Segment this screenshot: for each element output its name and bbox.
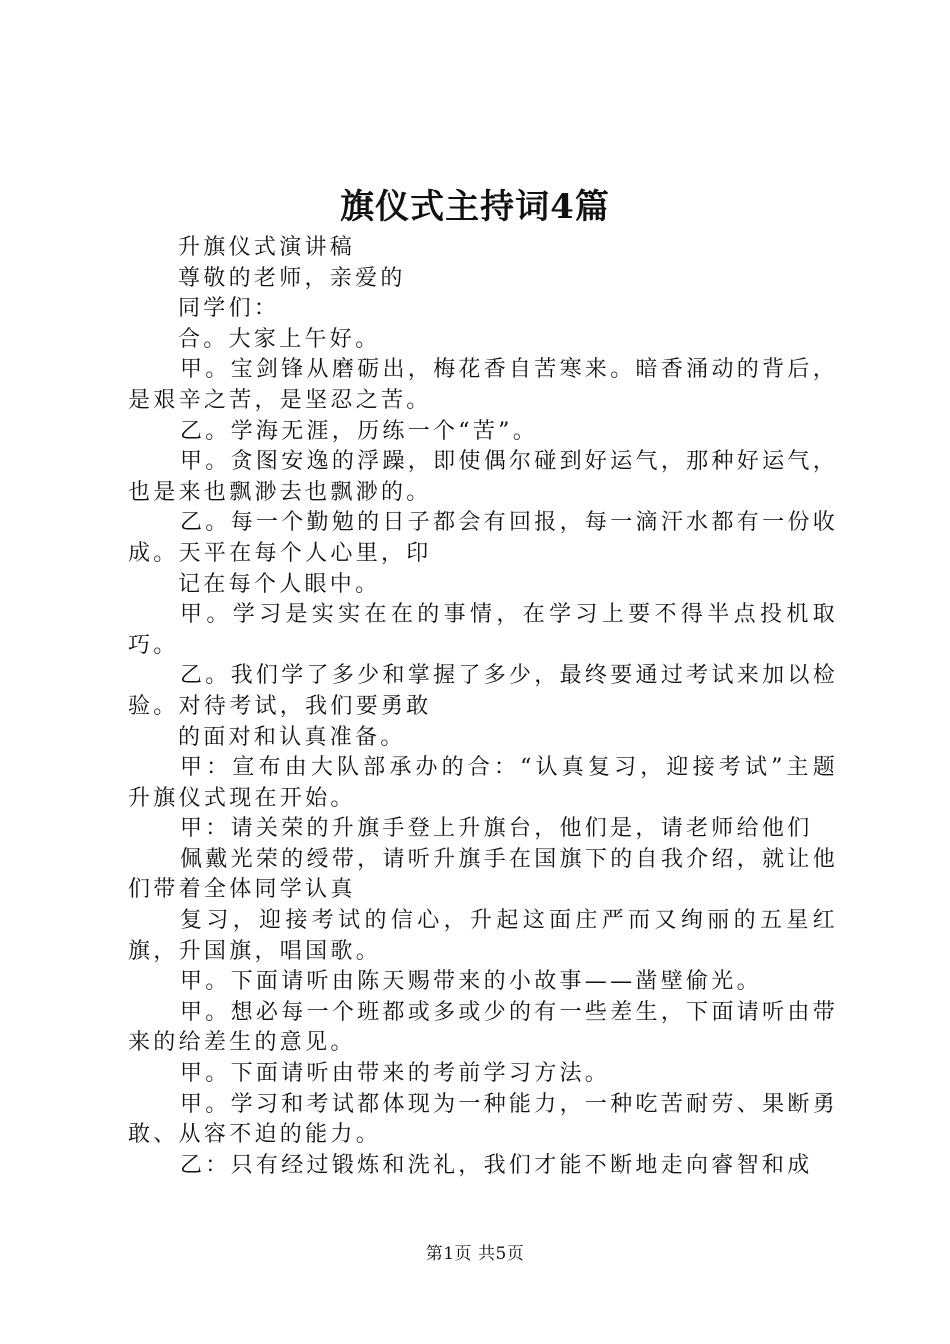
paragraph: 升旗仪式演讲稿: [178, 235, 356, 260]
page-footer: 第1页 共5页: [425, 1244, 525, 1264]
paragraph: 甲。学习和考试都体现为一种能力，一种吃苦耐劳、果断勇敢、从容不迫的能力。: [128, 1091, 838, 1148]
paragraph: 同学们：: [178, 296, 280, 322]
paragraph: 甲。贪图安逸的浮躁，即使偶尔碰到好运气，那种好运气，也是来也飘渺去也飘渺的。: [128, 449, 838, 505]
paragraph: 乙。每一个勤勉的日子都会有回报，每一滴汗水都有一份收成。天平在每个人心里，印: [128, 510, 838, 566]
paragraph: 复习，迎接考试的信心，升起这面庄严而又绚丽的五星红旗，升国旗，唱国歌。: [128, 908, 838, 964]
paragraph: 甲。下面请听由带来的考前学习方法。: [180, 1061, 611, 1087]
document-body: [128, 233, 838, 1181]
paragraph: 甲。想必每一个班都或多或少的有一些差生，下面请听由带来的给差生的意见。: [128, 999, 838, 1056]
paragraph: 甲：请关荣的升旗手登上升旗台，他们是，请老师给他们: [180, 816, 813, 842]
paragraph: 佩戴光荣的绶带，请听升旗手在国旗下的自我介绍，就让他们带着全体同学认真: [128, 846, 838, 903]
document-title: 旗仪式主持词4篇: [340, 187, 610, 227]
paragraph: 记在每个人眼中。: [178, 571, 381, 597]
paragraph: 甲。下面请听由陈天赐带来的小故事——凿壁偷光。: [180, 969, 762, 995]
paragraph: 合。大家上午好。: [178, 326, 381, 352]
paragraph: 甲：宣布由大队部承办的合：“认真复习，迎接考试”主题升旗仪式现在开始。: [128, 755, 838, 811]
paragraph: 乙。学海无涯，历练一个“苦”。: [180, 418, 538, 444]
paragraph: 甲。学习是实实在在的事情，在学习上要不得半点投机取巧。: [128, 602, 838, 658]
paragraph: 乙：只有经过锻炼和洗礼，我们才能不断地走向睿智和成: [180, 1152, 813, 1178]
paragraph: 乙。我们学了多少和掌握了多少，最终要通过考试来加以检验。对待考试，我们要勇敢: [128, 663, 838, 719]
paragraph: 尊敬的老师，亲爱的: [178, 265, 406, 291]
paragraph: 的面对和认真准备。: [178, 724, 406, 750]
paragraph: 甲。宝剑锋从磨砺出，梅花香自苦寒来。暗香涌动的背后，是艰辛之苦，是坚忍之苦。: [128, 357, 838, 413]
